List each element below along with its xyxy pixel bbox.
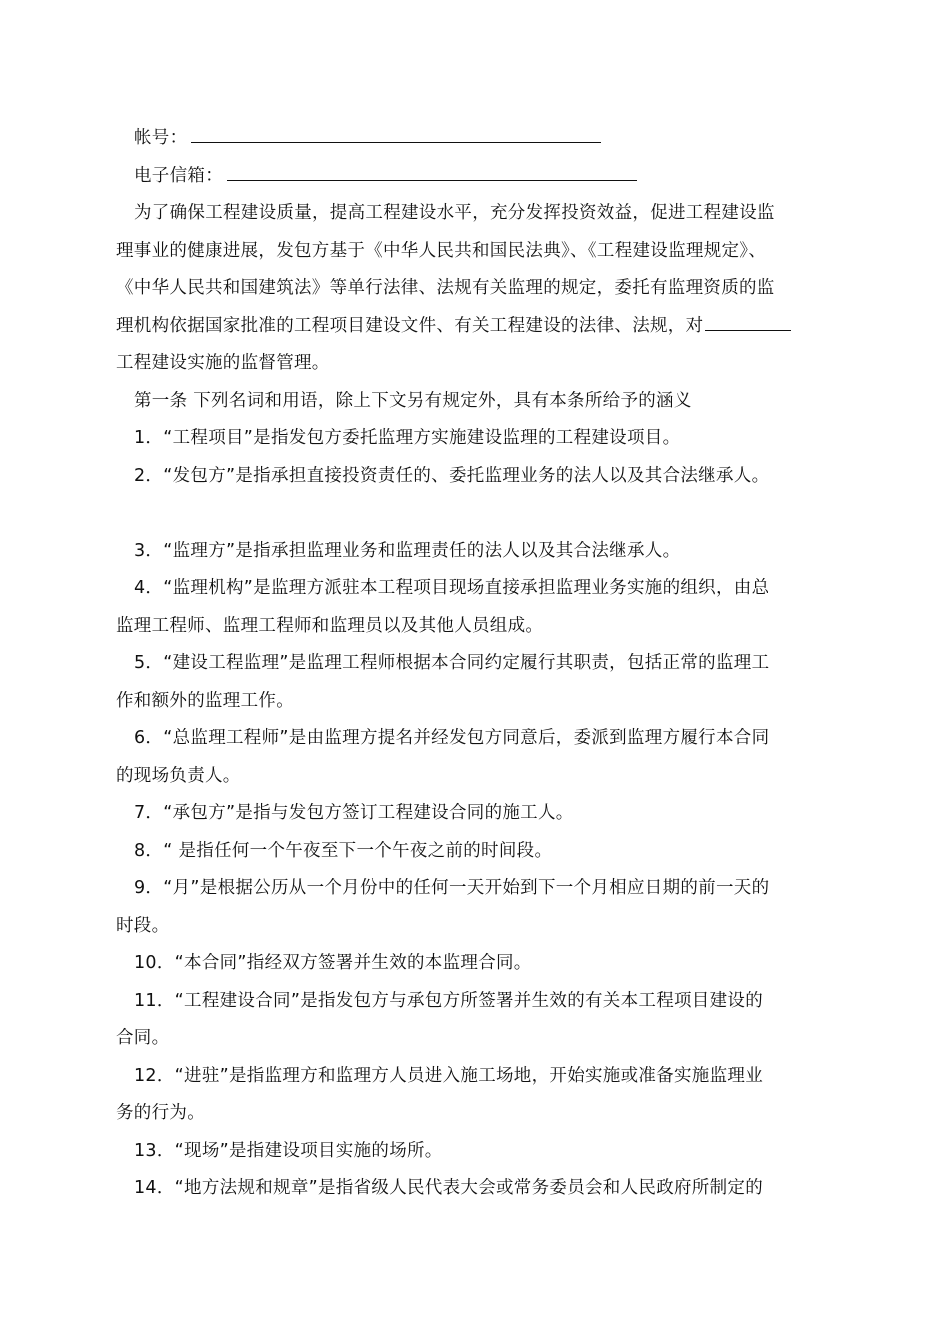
contract-text [116,120,836,1208]
definition-item: 2．“发包方”是指承担直接投资责任的、委托监理业务的法人以及其合法继承人。 [134,465,770,486]
definition-item-continued: 合同。 [116,1028,170,1048]
definition-item: 9．“月”是根据公历从一个月份中的任何一天开始到下一个月相应日期的前一天的 [134,878,770,898]
definition-item: 14．“地方法规和规章”是指省级人民代表大会或常务委员会和人民政府所制定的 [134,1178,763,1198]
email-blank[interactable] [227,166,637,181]
definition-item: 13．“现场”是指建设项目实施的场所。 [134,1140,443,1161]
preamble-text: 理机构依据国家批准的工程项目建设文件、有关工程建设的法律、法规，对 [116,315,704,336]
email-label: 电子信箱： [134,165,223,186]
email-field [116,158,836,196]
definition-item-continued: 作和额外的监理工作。 [116,690,294,711]
account-blank[interactable] [191,128,601,143]
account-label: 帐号： [134,128,188,148]
account-field [116,120,836,158]
definition-item: 3．“监理方”是指承担监理业务和监理责任的法人以及其合法继承人。 [134,540,681,561]
definition-item-continued: 务的行为。 [116,1103,205,1123]
definition-item: 6．“总监理工程师”是由监理方提名并经发包方同意后，委派到监理方履行本合同 [134,728,770,748]
definition-item: 8．“ 是指任何一个午夜至下一个午夜之前的时间段。 [134,840,553,861]
definition-item-continued: 的现场负责人。 [116,765,241,786]
preamble-line: 为了确保工程建设质量，提高工程建设水平，充分发挥投资效益，促进工程建设监 [134,203,775,223]
definition-item: 12．“进驻”是指监理方和监理方人员进入施工场地，开始实施或准备实施监理业 [134,1065,763,1086]
definition-item: 7．“承包方”是指与发包方签订工程建设合同的施工人。 [134,803,574,823]
preamble-line: 《中华人民共和国建筑法》等单行法律、法规有关监理的规定，委托有监理资质的监 [116,278,775,298]
definition-item: 4．“监理机构”是监理方派驻本工程项目现场直接承担监理业务实施的组织，由总 [134,578,770,598]
definition-item: 1．“工程项目”是指发包方委托监理方实施建设监理的工程建设项目。 [134,428,681,448]
definition-item: 5．“建设工程监理”是监理工程师根据本合同约定履行其职责，包括正常的监理工 [134,653,770,673]
preamble-line [116,308,836,346]
project-name-blank[interactable] [705,316,791,331]
article-heading: 第一条 下列名词和用语，除上下文另有规定外，具有本条所给予的涵义 [134,390,692,411]
definition-item-continued: 监理工程师、监理工程师和监理员以及其他人员组成。 [116,615,544,636]
preamble-line: 工程建设实施的监督管理。 [116,353,330,373]
definition-item: 10．“本合同”指经双方签署并生效的本监理合同。 [134,953,532,973]
definition-item-continued: 时段。 [116,915,170,936]
definition-item: 11．“工程建设合同”是指发包方与承包方所签署并生效的有关本工程项目建设的 [134,990,763,1011]
preamble-line: 理事业的健康进展，发包方基于《中华人民共和国民法典》、《工程建设监理规定》、 [116,240,767,261]
blank-gap [116,495,836,533]
